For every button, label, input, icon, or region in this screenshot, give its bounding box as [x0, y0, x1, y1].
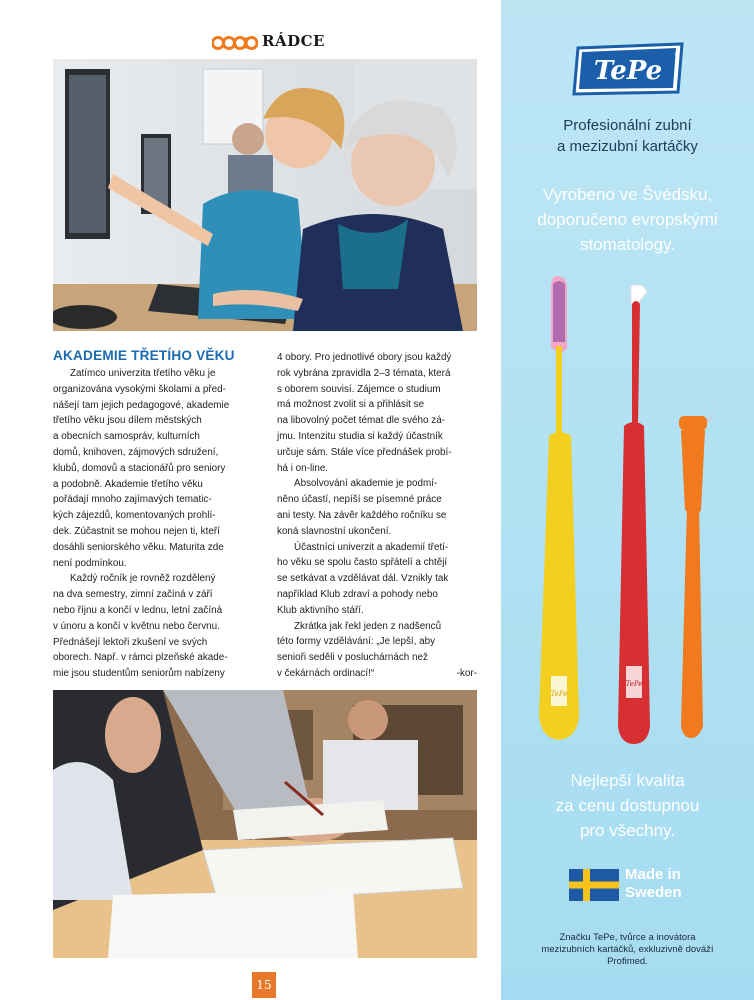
ad-footer [501, 932, 754, 968]
text-line: 4 obory. Pro jednotlivé obory jsou každý [277, 352, 452, 363]
text-line: na dva semestry, zimní začíná v září [53, 589, 213, 601]
text-line: má možnost zvolit si a přihlásit se [277, 399, 425, 411]
swedish-flag-icon [569, 869, 619, 901]
ad-subtitle-line: a mezizubní kartáčky [557, 138, 698, 155]
ad-quality-line: za cenu dostupnou [555, 796, 700, 815]
text-line: kých zájezdů, komentovaných prohlí- [53, 510, 216, 522]
text-line: há i on-line. [277, 462, 329, 474]
text-line: klubů, domovů a stacionářů pro seniory [53, 462, 226, 474]
ad-subtitle-line: Profesionální zubní [563, 117, 692, 134]
ad-headline [501, 182, 754, 257]
text-line: ani testy. Na závěr každého ročníku se [277, 509, 447, 521]
text-line: nebo říjnu a končí v lednu, letní začíná [53, 604, 223, 616]
text-line: v únoru a končí v květnu nebo červnu. [53, 620, 220, 632]
text-line: Absolvování akademie je podmí- [294, 478, 438, 490]
made-in-line: Sweden [625, 884, 682, 901]
text-line: ho věku se spolu často spřátelí a chtějí [277, 557, 448, 569]
text-line: v čekárnách ordinací!“ [277, 667, 375, 679]
text-line: oborech. Např. v rámci plzeňské akade- [53, 652, 228, 664]
article-title: AKADEMIE TŘETÍHO VĚKU [53, 348, 235, 363]
text-line: třetího věku jsou dílem městských [53, 415, 202, 427]
svg-text:TePe: TePe [550, 690, 568, 698]
ad-footer-line: Profimed. [607, 956, 648, 967]
ad-footer-line: Značku TePe, tvůrce a inovátora [559, 932, 696, 943]
text-line: například Klub zdraví a pohody nebo [277, 588, 438, 600]
author-signature: -kor- [456, 667, 477, 679]
text-line: Účastníci univerzit a akademií třetí- [294, 541, 449, 553]
svg-text:®: ® [674, 51, 680, 58]
ad-footer-line: mezizubních kartáčků, exkluzivně dováží [541, 944, 714, 955]
text-line: není podmínkou. [53, 557, 127, 569]
text-line: Zatímco univerzita třetího věku je [70, 368, 216, 379]
text-line: dosáhli seniorského věku. Maturita zde [53, 541, 224, 553]
ad-quality-line: Nejlepší kvalita [570, 771, 685, 790]
ad-headline-line: stomatology. [579, 235, 676, 254]
photo-seniors-writing [53, 690, 477, 958]
text-line: této formy vzdělávání: „Je lepší, aby [277, 636, 436, 648]
text-line: domů, knihoven, zájmových sdružení, [53, 446, 219, 458]
yellow-toothbrush [539, 276, 579, 740]
article-column-2 [277, 350, 477, 682]
text-line: a obecních samospráv, kulturních [53, 431, 200, 443]
text-line: s oborem souvisí. Zájemce o studium [277, 383, 441, 395]
text-line: Přednášejí lektoři zkušení ve svých [53, 636, 208, 648]
text-line: Každý ročník je rovněž rozdělený [70, 573, 216, 585]
red-toothbrush [618, 285, 650, 744]
photo-seniors-computer [53, 59, 477, 331]
tepe-logo-icon [570, 42, 686, 96]
text-line: nášejí tam jejich pedagogové, akademie [53, 399, 230, 411]
ad-subtitle [501, 115, 754, 157]
text-line: senioři seděli v posluchárnách než [277, 652, 428, 664]
tepe-advertisement [501, 0, 754, 1000]
text-line: koná slavnostní ukončení. [277, 525, 392, 537]
text-line: pořádají mnoho zajímavých tematic- [53, 494, 212, 506]
ad-headline-line: doporučeno evropskými [537, 210, 718, 229]
text-line: Klub aktivního stáří. [277, 604, 364, 616]
text-line: dek. Zúčastnit se mohou nejen ti, kteří [53, 525, 220, 537]
made-in-sweden [625, 866, 682, 902]
page-number: 15 [252, 972, 276, 998]
toothbrushes-image [531, 276, 731, 746]
ad-quality-text [501, 768, 754, 843]
svg-text:TePe: TePe [625, 680, 643, 688]
text-line: na libovolný počet témat dle svého zá- [277, 415, 445, 427]
made-in-line: Made in [625, 866, 681, 883]
svg-text:TePe: TePe [593, 56, 663, 86]
coop-logo-icon [212, 34, 258, 52]
magazine-title: RÁDCE [262, 32, 325, 50]
text-line: a podobně. Akademie třetího věku [53, 478, 203, 490]
article-column-1 [53, 366, 253, 682]
text-line: organizována vysokými školami a před- [53, 383, 226, 395]
orange-interdental-brush [679, 414, 713, 738]
ad-quality-line: pro všechny. [579, 821, 676, 840]
text-line: se setkávat a vzdělávat dál. Vznikly tak [277, 573, 449, 585]
ad-headline-line: Vyrobeno ve Švédsku, [542, 185, 713, 204]
text-line: jmu. Intenzitu studia si každý účastník [277, 430, 443, 442]
text-line: Zkrátka jak řekl jeden z nadšenců [294, 620, 442, 632]
text-line-last [277, 666, 477, 682]
text-line: něno účastí, nepíší se písemné práce [277, 494, 442, 506]
text-line: určuje sám. Stále více přednášek probí- [277, 446, 452, 458]
magazine-header [212, 32, 342, 54]
text-line: mie jsou studentům seniorům nabízeny [53, 668, 225, 680]
text-line: rok vybrána zpravidla 2–3 témata, která [277, 367, 451, 379]
